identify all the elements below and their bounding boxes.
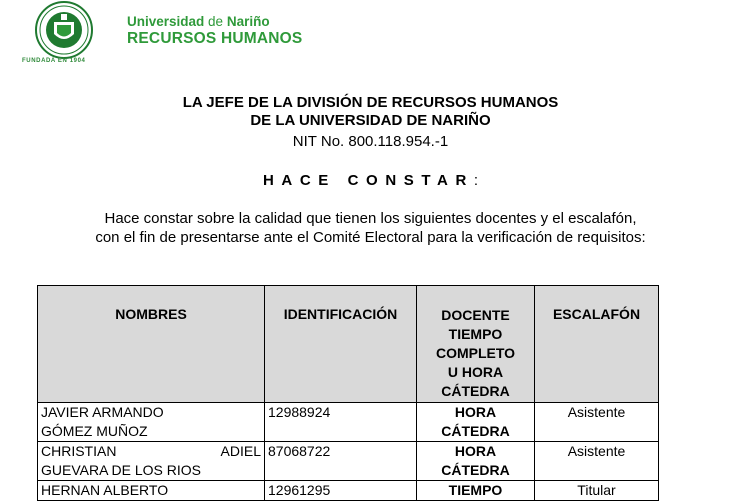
institution-suffix: Nariño [226,14,270,29]
name-second-line: GÓMEZ MUÑOZ [41,423,148,439]
header-docente-line: COMPLETO [435,345,516,361]
header-docente-line: DOCENTE [441,307,510,323]
logo-founded-text: FUNDADA EN 1904 [22,58,86,64]
header-nombres: NOMBRES [38,286,265,403]
institution-prefix: Universidad [127,14,205,29]
name-first-line [41,403,261,422]
header-escalafon: ESCALAFÓN [535,286,659,403]
table-row [38,481,659,501]
nit-number: NIT No. 800.118.954.-1 [292,133,449,150]
cell-identificacion: 12961295 [265,481,417,501]
docentes-table [37,285,659,501]
cell-identificacion: 12988924 [265,403,417,442]
cell-tipo [417,442,535,481]
cell-escalafon: Asistente [535,403,659,442]
table-header-row [38,286,659,403]
name-first-line: CHRISTIAN ADIEL [41,443,261,459]
constar-text: HACE CONSTAR [262,172,474,189]
header-docente [417,286,535,403]
title-line-2: DE LA UNIVERSIDAD DE NARIÑO [250,112,491,129]
cell-nombre [38,403,265,442]
cell-identificacion: 87068722 [265,442,417,481]
tipo-line: HORA [454,404,497,420]
intro-paragraph [0,209,741,247]
cell-nombre [38,442,265,481]
cell-nombre: HERNAN ALBERTO [38,481,265,501]
tipo-line: HORA [454,443,497,459]
cell-tipo [417,403,535,442]
cell-escalafon: Asistente [535,442,659,481]
institution-name [127,14,270,29]
header-docente-line: CÁTEDRA [441,383,510,399]
header-docente-line: U HORA [447,364,504,380]
institution-de: de [208,14,224,29]
university-logo [27,0,102,66]
name-word: JAVIER ARMANDO [41,404,164,420]
title-line-1: LA JEFE DE LA DIVISIÓN DE RECURSOS HUMANOS [182,94,559,111]
header-identificacion: IDENTIFICACIÓN [265,286,417,403]
department-name: RECURSOS HUMANOS [127,30,303,47]
tipo-line: CÁTEDRA [441,462,510,478]
cell-tipo: TIEMPO [417,481,535,501]
tipo-line: CÁTEDRA [441,423,510,439]
intro-line-2: con el fin de presentarse ante el Comité Electoral para la verificación de requisitos: [95,229,646,246]
intro-line-1: Hace constar sobre la calidad que tienen los siguientes docentes y el escalafón, [104,210,637,227]
table-row [38,403,659,442]
name-second-line: GUEVARA DE LOS RIOS [41,462,202,478]
cell-escalafon: Titular [535,481,659,501]
header-docente-line: TIEMPO [448,326,503,342]
constar-colon: : [473,172,479,189]
hace-constar-heading [0,172,741,189]
table-row [38,442,659,481]
